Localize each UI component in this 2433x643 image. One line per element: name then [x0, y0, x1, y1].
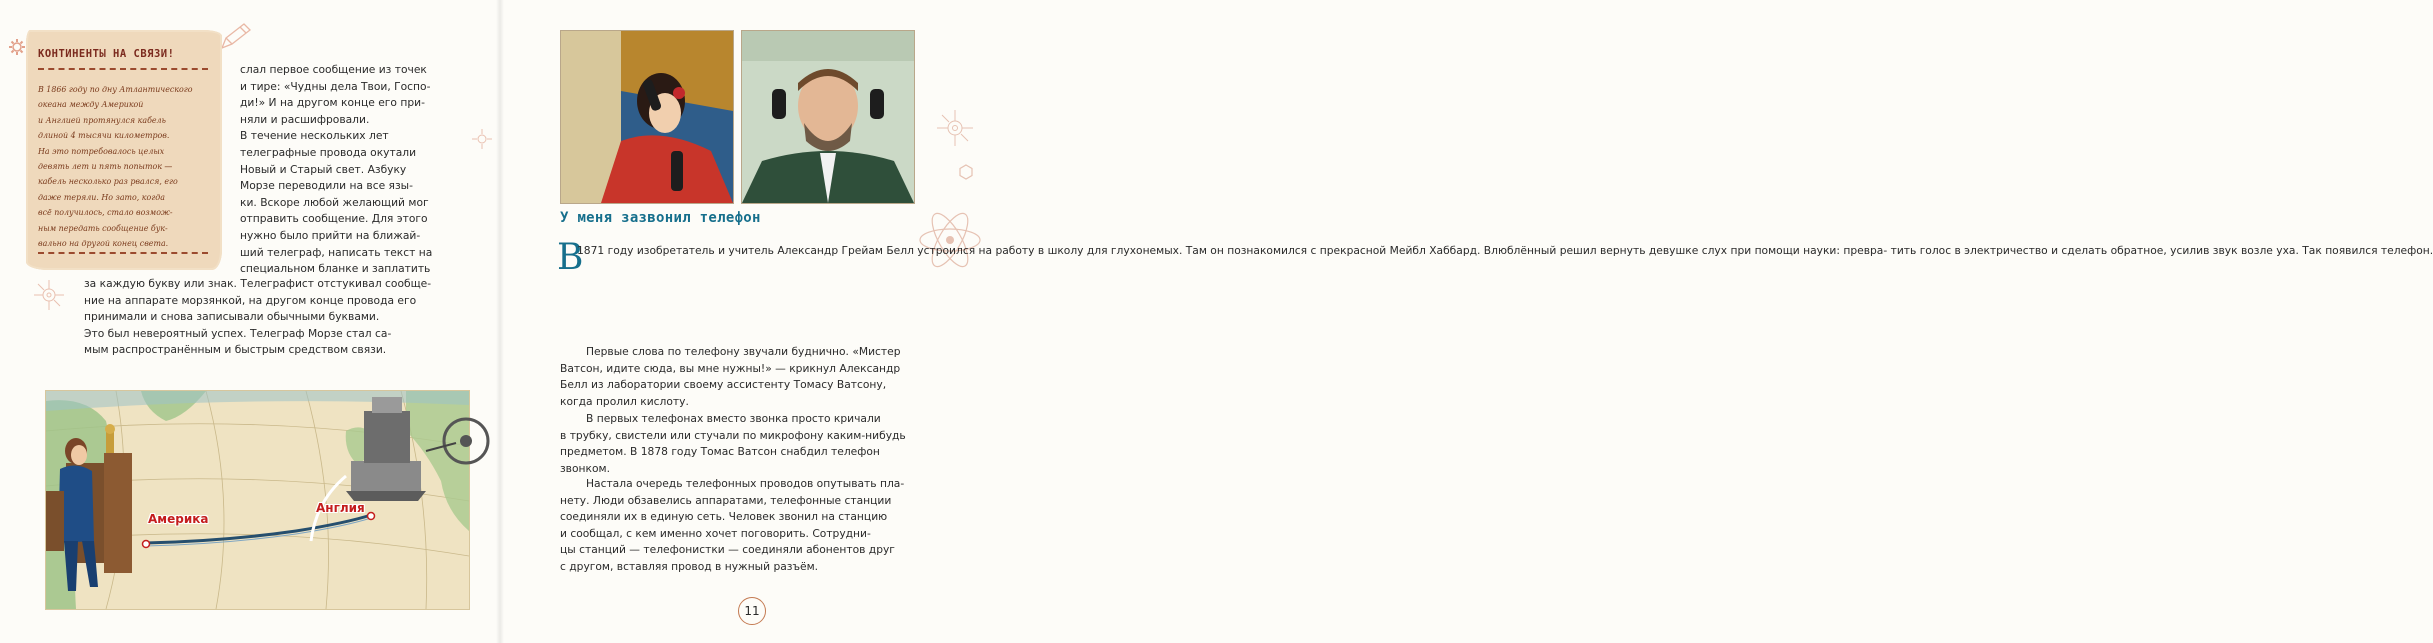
sidebar-divider-top	[38, 68, 208, 70]
left-wide-text: за каждую букву или знак. Телеграфист отстукивал сообще- ние на аппарате морзянкой, на другом конце провода его принимали и снова записывали обычными буквами. Это был невероятный успех. Телеграф Морзе стал са- мым распространённым и быстрым средством связи.	[84, 277, 432, 357]
circuit-icon	[32, 278, 66, 312]
left-column-text: слал первое сообщение из точек и тире: «Чудны дела Твои, Госпо- ди!» И на другом конце его при- няли и расшифровали. В течение нескольких лет телеграфные провода окутали Новый и Старый свет. Азбуку Морзе переводили на все язы- ки. Вскоре любой желающий мог отправить сообщение. Для этого нужно было прийти на ближай- ший телеграф, написать текст на специальном бланке и заплатить	[240, 63, 433, 276]
sidebar-text: В 1866 году по дну Атлантического океана между Америкой и Англией протянулся кабель длиной 4 тысячи километров. На это потребовалось целых девять лет и пять попыток — кабель несколько раз рвался, его даже теряли. Но зато, когда всё получилось, стало возмож- ным передать сообщение бук- вально на другой конец света.	[38, 85, 193, 249]
section-title: У меня зазвонил телефон	[560, 210, 761, 226]
pencil-icon	[218, 22, 254, 52]
sidebar-divider-bottom	[38, 252, 208, 254]
man-telephone-illustration	[741, 30, 915, 204]
map-label-america: Америка	[148, 512, 209, 526]
book-spine	[496, 0, 504, 643]
atom-icon	[915, 205, 985, 275]
man-telephone-drawing	[742, 31, 914, 203]
hexagon-icon	[958, 164, 974, 180]
page-number: 11	[738, 597, 766, 625]
gear-icon	[470, 128, 494, 150]
paragraph-4: Настала очередь телефонных проводов опутывать пла- нету. Люди обзавелись аппаратами, телефонные станции соединяли их в единую сеть. Человек звонил на станцию и сообщал, с кем именно хочет поговорить. Сотрудни- цы станций — телефонистки — соединяли абонентов друг с другом, вставляя провод в нужный разъём.	[560, 477, 905, 573]
paragraph-first: 1871 году изобретатель и учитель Александр Грейам Белл устроился на работу в школу для глухонемых. Там он познакомился с прекрасной Мейбл Хаббард. Влюблённый решил вернуть девушке слух при помощи науки: превра- тить голос в электричество и сделать обратное, усилив звук возле уха. Так появился телефон.	[577, 244, 2433, 257]
map-label-england: Англия	[316, 501, 365, 515]
paragraph-2: Первые слова по телефону звучали буднично. «Мистер Ватсон, идите сюда, вы мне нужны!» — крикнул Александр Белл из лаборатории своему ассистенту Томасу Ватсону, когда пролил кислоту.	[560, 345, 901, 408]
gear-icon	[8, 38, 26, 56]
dropcap: В	[557, 237, 584, 278]
woman-telephone-illustration	[560, 30, 734, 204]
sidebar-title: КОНТИНЕНТЫ НА СВЯЗИ!	[38, 48, 175, 60]
woman-telephone-drawing	[561, 31, 733, 203]
paragraph-3: В первых телефонах вместо звонка просто кричали в трубку, свистели или стучали по микрофону каким-нибудь предметом. В 1878 году Томас Ватсон снабдил телефон звонком.	[560, 412, 906, 475]
telegraph-map-illustration	[45, 390, 470, 610]
map-drawing	[46, 391, 469, 609]
circuit-icon	[935, 108, 975, 148]
sidebar-note	[26, 30, 222, 270]
